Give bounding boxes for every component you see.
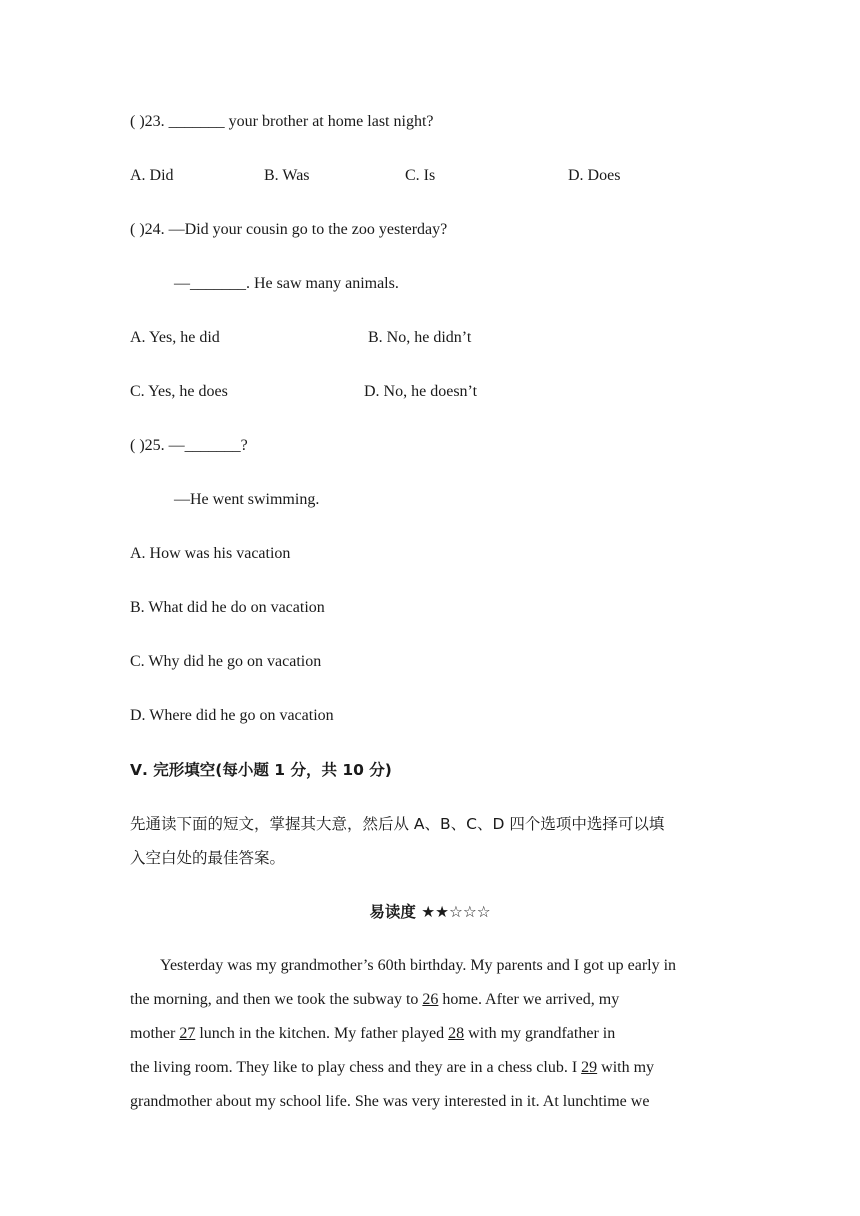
difficulty-rating: 易读度 ★★☆☆☆	[369, 903, 491, 921]
question-23-option-d: D. Does	[568, 167, 621, 184]
passage-text: the living room. They like to play chess and they are in a chess club. I	[130, 1059, 582, 1076]
blank-27: 27	[179, 1025, 196, 1042]
passage-text: with my grandfather in	[464, 1025, 616, 1042]
cloze-passage	[130, 949, 730, 1119]
question-24-stem: ( )24. —Did your cousin go to the zoo yesterday?	[130, 221, 448, 238]
passage-line-5: grandmother about my school life. She was very interested in it. At lunchtime we	[130, 1093, 650, 1110]
instruction-line-2: 入空白处的最佳答案。	[130, 849, 286, 867]
blank-26: 26	[422, 991, 439, 1008]
section-heading: Ⅴ. 完形填空(每小题 1 分，共 10 分)	[130, 761, 392, 779]
question-24-option-c: C. Yes, he does	[130, 383, 228, 400]
question-24-option-b: B. No, he didn’t	[368, 329, 472, 346]
question-23-stem: ( )23. _______ your brother at home last night?	[130, 113, 434, 130]
question-25-option-a: A. How was his vacation	[130, 545, 291, 562]
question-23-option-a: A. Did	[130, 167, 174, 184]
instruction-line-1: 先通读下面的短文，掌握其大意，然后从 A、B、C、D 四个选项中选择可以填	[130, 815, 665, 833]
passage-line-4	[130, 1051, 730, 1085]
question-23-option-b: B. Was	[264, 167, 310, 184]
question-24-option-a: A. Yes, he did	[130, 329, 220, 346]
passage-text: home. After we arrived, my	[438, 991, 620, 1008]
passage-text: lunch in the kitchen. My father played	[195, 1025, 449, 1042]
passage-line-2	[130, 983, 730, 1017]
question-25-reply: —He went swimming.	[174, 491, 320, 508]
passage-text: mother	[130, 1025, 180, 1042]
passage-line-1: Yesterday was my grandmother’s 60th birthday. My parents and I got up early in	[160, 957, 677, 974]
passage-text: the morning, and then we took the subway to	[130, 991, 423, 1008]
question-24-reply: —_______. He saw many animals.	[174, 275, 399, 292]
question-23-option-c: C. Is	[405, 167, 436, 184]
question-25-stem: ( )25. —_______?	[130, 437, 248, 454]
question-25-option-c: C. Why did he go on vacation	[130, 653, 322, 670]
passage-line-3	[130, 1017, 730, 1051]
passage-text: with my	[597, 1059, 655, 1076]
blank-29: 29	[581, 1059, 598, 1076]
blank-28: 28	[448, 1025, 465, 1042]
question-25-option-b: B. What did he do on vacation	[130, 599, 325, 616]
question-24-option-d: D. No, he doesn’t	[364, 383, 478, 400]
question-25-option-d: D. Where did he go on vacation	[130, 707, 334, 724]
